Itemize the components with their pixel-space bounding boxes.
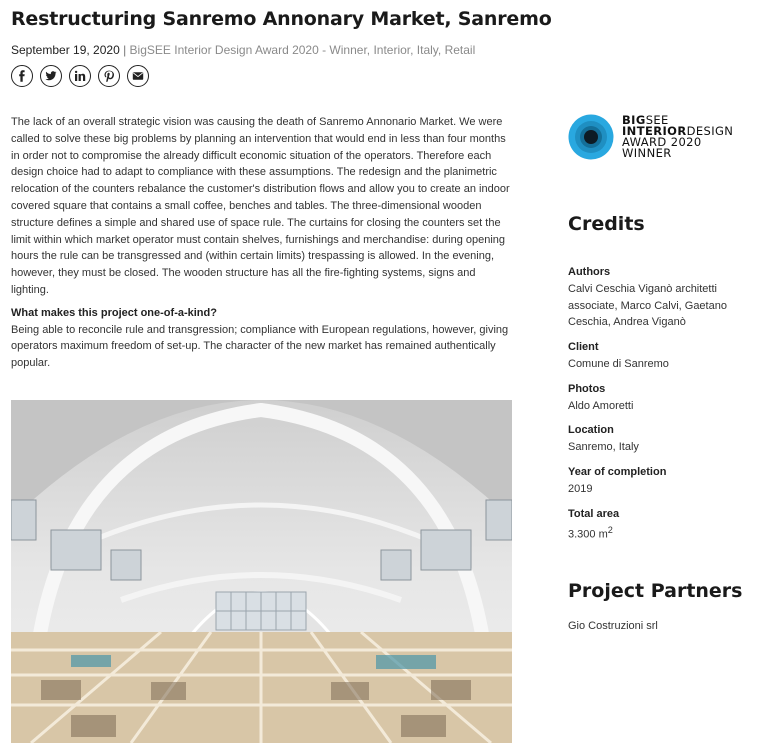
email-share-button[interactable] [127,65,149,87]
award-line1: SEE [645,113,669,127]
award-line1-bold: BIG [622,113,646,127]
facebook-share-button[interactable] [11,65,33,87]
article-body [11,114,515,372]
credit-value: Calvi Ceschia Viganò architetti associate, Marco Calvi, Gaetano Ceschia, Andrea Viganò [568,282,727,329]
bigsee-award-logo [568,114,614,160]
pinterest-share-button[interactable] [98,65,120,87]
social-share-bar [11,65,149,87]
credit-value: Comune di Sanremo [568,357,669,370]
pinterest-icon [103,70,115,82]
post-date: September 19, 2020 [11,43,120,57]
credits-list [568,264,743,552]
article-paragraph: The lack of an overall strategic vision was causing the death of Sanremo Annonario Market. We were called to solve these big problems by planning an intervention that would end in less than four months in order not to compromise the already difficult economic situation of the operators. Therefore each design choice had to adapt to compliance with these assumptions. The redesign and the planimetric relocation of the counters rebalance the customer's distribution flows and allow you to create an indoor covered square that contains a small coffee, benches and tables. The three-dimensional wooden structure defines a simple and shared use of space rule. The curtains for closing the counters set the limit within which market operator must contain shelves, furnishings and merchandise: during opening hours the rule can be transgressed and (within certain limits) trespassing is allowed. In the evening, however, they must be closed. The wooden structure has all the fire-fighting systems, signs and lighting. [11,116,510,296]
credits-heading: Credits [568,213,645,235]
award-badge [568,114,733,160]
credit-location [568,422,743,456]
credit-total-area [568,506,743,544]
facebook-icon [16,70,28,82]
credit-value [568,522,743,543]
credit-label: Total area [568,507,620,520]
award-line2: DESIGN [686,124,734,138]
credit-label: Authors [568,266,611,278]
twitter-share-button[interactable] [40,65,62,87]
project-photo[interactable] [11,400,512,743]
credit-label: Year of completion [568,465,667,478]
partners-heading: Project Partners [568,580,743,602]
credit-year [568,464,743,498]
award-line2-bold: INTERIOR [622,124,687,138]
post-categories[interactable]: BigSEE Interior Design Award 2020 - Winner, Interior, Italy, Retail [129,43,476,57]
award-line4: WINNER [622,146,672,160]
article-paragraph: Being able to reconcile rule and transgression; compliance with European regulations, however, giving operators maximum freedom of set-up. The character of the new market has remained authentically popular. [11,323,509,370]
credit-label: Client [568,341,599,354]
twitter-icon [45,70,57,82]
credit-label: Photos [568,382,606,395]
envelope-icon [132,70,144,82]
credit-value: Aldo Amoretti [568,399,634,412]
area-value: 3.300 m [568,529,608,542]
area-unit-exponent: 2 [607,525,613,536]
page-title: Restructuring Sanremo Annonary Market, Sanremo [11,8,552,30]
credit-value: 2019 [568,482,593,495]
credit-client [568,339,743,373]
linkedin-icon [74,70,86,82]
award-line3: AWARD 2020 [622,135,702,149]
market-hall-photo [11,400,512,743]
post-meta [11,43,475,57]
credit-authors [568,264,743,331]
award-title [622,115,733,159]
partner-name: Gio Costruzioni srl [568,620,658,632]
credit-label: Location [568,424,614,437]
linkedin-share-button[interactable] [69,65,91,87]
meta-separator: | [119,43,130,57]
article-subheading: What makes this project one-of-a-kind? [11,306,217,319]
credit-value: Sanremo, Italy [568,441,639,454]
credit-photos [568,381,743,415]
